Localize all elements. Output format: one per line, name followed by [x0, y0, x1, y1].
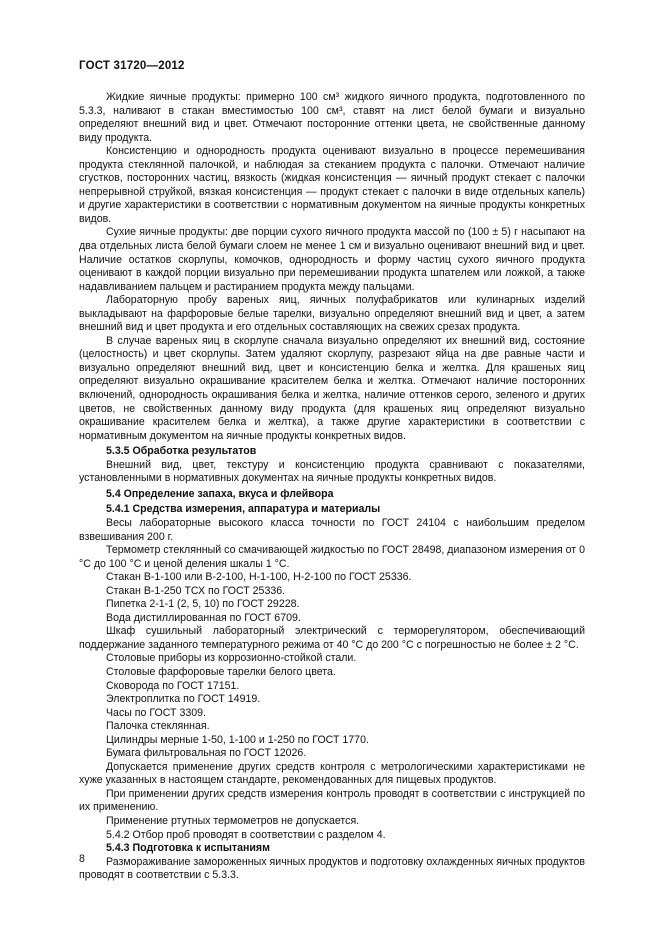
document-body — [79, 91, 585, 883]
list-item: Столовые приборы из коррозионно-стойкой стали. — [106, 652, 357, 665]
list-item: Стакан В-1-250 ТСХ по ГОСТ 25336. — [106, 584, 286, 597]
paragraph: Шкаф сушильный лабораторный электрический с терморегулятором, обеспечивающий поддержание заданного температурного режима от 40 °С до 200 °С с погрешностью не более ± 2 °С. — [79, 625, 585, 651]
list-item: Пипетка 2-1-1 (2, 5, 10) по ГОСТ 29228. — [106, 598, 300, 611]
paragraph: В случае вареных яиц в скорлупе сначала визуально определяют их внешний вид, состояние (целостность) и цвет скорлупы. Затем удаляют скорлупу, разрезают яйца на две равные части и визуально определяют внешний вид, цвет и консистенцию белка и желтка. Для крашеных яиц определяют визуально окрашивание красителем белка и желтка. Отмечают наличие посторонних включений, однородность окрашивания белка и желтка, наличие оттенков серого, зеленого и других цветов, не свойственных данному виду продукта (для крашеных яиц определяют визуально окрашивание красителем белка и желтка), а также другие характеристики в соответствии с нормативным документом на яичные продукты конкретных видов. — [79, 334, 585, 442]
paragraph: Весы лабораторные высокого класса точности по ГОСТ 24104 с наибольшим пределом взвешивания 200 г. — [79, 516, 585, 543]
section-heading: 5.4 Определение запаха, вкуса и флейвора — [106, 487, 334, 500]
list-item: Сковорода по ГОСТ 17151. — [106, 679, 240, 692]
list-item: Электроплитка по ГОСТ 14919. — [106, 693, 261, 706]
paragraph: Сухие яичные продукты: две порции сухого яичного продукта массой по (100 ± 5) г насыпают на два отдельных листа белой бумаги слоем не менее 1 см и визуально оценивают внешний вид и цвет. Наличие остатков скорлупы, комочков, однородность и форму частиц сухого яичного продукта оценивают в каждой порции визуально при перемешивании продукта шпателем или ложкой, а также надавливанием пальцем и растиранием продукта между пальцами. — [79, 226, 585, 293]
list-item: Цилиндры мерные 1-50, 1-100 и 1-250 по ГОСТ 1770. — [106, 733, 369, 746]
paragraph: Консистенцию и однородность продукта оценивают визуально в процессе перемешивания продукта стеклянной палочкой, и наблюдая за стеканием продукта с палочки. Отмечают наличие сгустков, посторонних частиц, вязкость (жидкая консистенция — яичный продукт стекает с палочки непрерывной струйкой, вязкая консистенция — продукт стекает с палочки в виде отдельных капель) и другие характеристики в соответствии с нормативным документом на яичные продукты конкретных видов. — [79, 145, 585, 225]
paragraph: Лабораторную пробу вареных яиц, яичных полуфабрикатов или кулинарных изделий выкладывают на фарфоровые белые тарелки, визуально определяют внешний вид и цвет, а затем внешний вид и цвет продукта и его отдельных составляющих на свежих срезах продукта. — [79, 294, 585, 334]
document-header: ГОСТ 31720—2012 — [79, 60, 185, 72]
section-heading: 5.3.5 Обработка результатов — [106, 445, 257, 458]
paragraph: Внешний вид, цвет, текстуру и консистенцию продукта сравнивают с показателями, установленными в нормативных документах на яичные продукты конкретных видов. — [79, 458, 585, 485]
page-number: 8 — [79, 853, 85, 865]
paragraph: При применении других средств измерения контроль проводят в соответствии с инструкцией по их применению. — [79, 787, 585, 814]
list-item: Бумага фильтровальная по ГОСТ 12026. — [106, 747, 307, 760]
section-heading: 5.4.3 Подготовка к испытаниям — [106, 842, 270, 855]
list-item: Часы по ГОСТ 3309. — [106, 706, 206, 719]
paragraph: Жидкие яичные продукты: примерно 100 см³ жидкого яичного продукта, подготовленного по 5.3.3, наливают в стакан вместимостью 100 см³, ставят на лист белой бумаги и визуально определяют внешний вид и цвет. Отмечают посторонние оттенки цвета, не свойственные данному виду продукта. — [79, 91, 585, 144]
list-item: Вода дистиллированная по ГОСТ 6709. — [106, 611, 301, 624]
section-heading: 5.4.1 Средства измерения, аппаратура и материалы — [106, 503, 381, 516]
list-item: Столовые фарфоровые тарелки белого цвета. — [106, 665, 336, 678]
paragraph: 5.4.2 Отбор проб проводят в соответствии с разделом 4. — [106, 828, 386, 841]
paragraph: Размораживание замороженных яичных продуктов и подготовку охлажденных яичных продуктов проводят в соответствии с 5.3.3. — [79, 855, 585, 882]
list-item: Стакан В-1-100 или В-2-100, Н-1-100, Н-2-100 по ГОСТ 25336. — [106, 571, 412, 584]
paragraph: Применение ртутных термометров не допускается. — [106, 814, 360, 827]
paragraph: Допускается применение других средств контроля с метрологическими характеристиками не хуже указанных в настоящем стандарте, рекомендованных для пищевых продуктов. — [79, 760, 585, 787]
paragraph: Термометр стеклянный со смачивающей жидкостью по ГОСТ 28498, диапазоном измерения от 0 °С до 100 °С и ценой деления шкалы 1 °С. — [79, 544, 585, 570]
list-item: Палочка стеклянная. — [106, 720, 210, 733]
